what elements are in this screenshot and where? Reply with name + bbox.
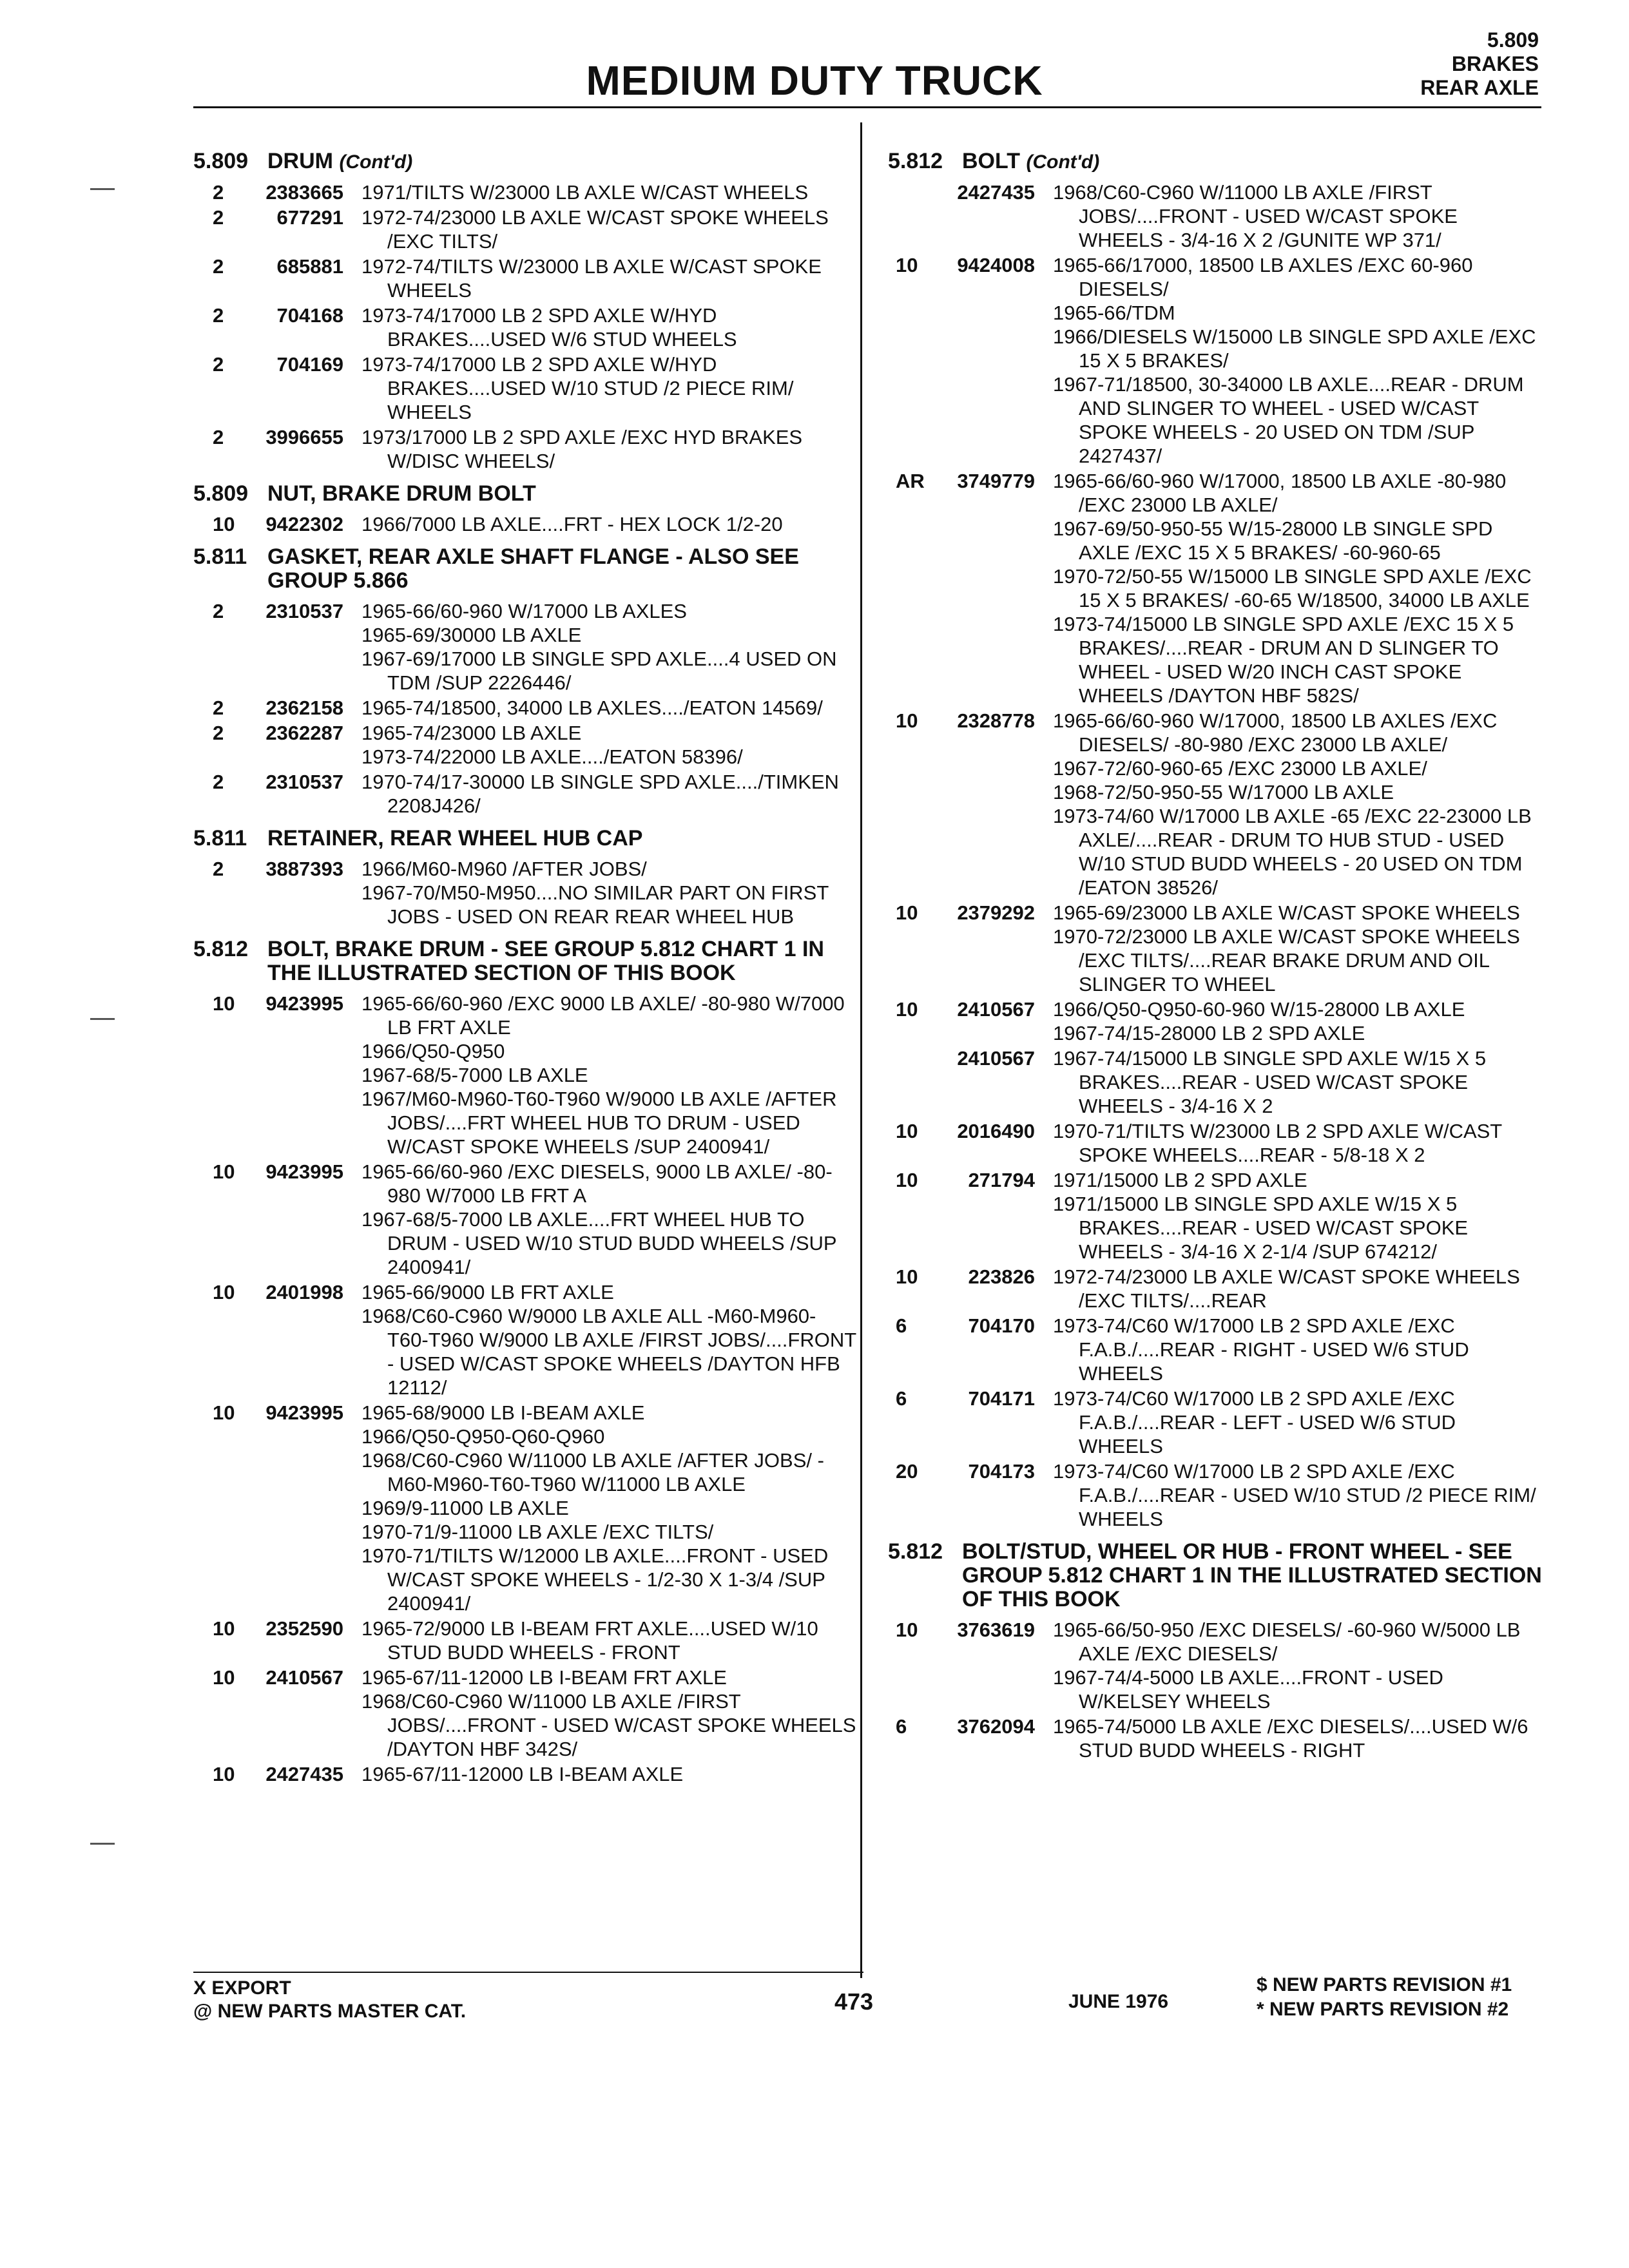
part-number: 9423995 bbox=[265, 1401, 343, 1424]
description-line: 1965-66/17000, 18500 LB AXLES /EXC 60-960 DIESELS/ bbox=[1053, 254, 1473, 300]
description-line: 1965-66/60-960 W/17000, 18500 LB AXLE -80-980 /EXC 23000 LB AXLE/ bbox=[1053, 470, 1507, 516]
part-description bbox=[1053, 253, 1545, 468]
publication-date: JUNE 1976 bbox=[1068, 1991, 1169, 2012]
description-line: 1970-74/17-30000 LB SINGLE SPD AXLE..../TIMKEN 2208J426/ bbox=[361, 771, 839, 817]
part-quantity: 10 bbox=[896, 1619, 918, 1641]
description-line: 1965-74/23000 LB AXLE bbox=[361, 722, 582, 744]
description-line: 1967-68/5-7000 LB AXLE bbox=[361, 1064, 588, 1086]
part-entry bbox=[888, 1715, 1545, 1762]
part-quantity: 2 bbox=[213, 353, 224, 376]
part-entry bbox=[193, 770, 857, 818]
part-entry bbox=[193, 721, 857, 769]
part-quantity: 2 bbox=[213, 304, 224, 327]
column-divider bbox=[860, 122, 862, 1978]
description-line: 1965-69/30000 LB AXLE bbox=[361, 624, 582, 646]
part-entry bbox=[193, 1666, 857, 1761]
part-quantity: 6 bbox=[896, 1715, 907, 1738]
part-description bbox=[1053, 1387, 1545, 1458]
part-number: 704170 bbox=[968, 1314, 1035, 1337]
description-line: 1967-71/18500, 30-34000 LB AXLE....REAR - DRUM AND SLINGER TO WHEEL - USED W/CAST SPOKE WHEELS - 20 USED ON TDM /SUP 2427437/ bbox=[1053, 373, 1524, 467]
part-number: 2310537 bbox=[265, 771, 343, 793]
part-quantity bbox=[888, 1046, 932, 1118]
description-line: 1970-72/23000 LB AXLE W/CAST SPOKE WHEELS /EXC TILTS/....REAR BRAKE DRUM AND OIL SLINGER TO WHEEL bbox=[1053, 925, 1520, 995]
part-number: 9422302 bbox=[265, 513, 343, 535]
description-line: 1970-71/9-11000 LB AXLE /EXC TILTS/ bbox=[361, 1521, 714, 1543]
part-entry bbox=[888, 1618, 1545, 1713]
part-entry bbox=[888, 1265, 1545, 1312]
part-description bbox=[1053, 1168, 1545, 1264]
section-heading bbox=[888, 149, 1545, 174]
description-line: 1967-70/M50-M950....NO SIMILAR PART ON FIRST JOBS - USED ON REAR REAR WHEEL HUB bbox=[361, 881, 829, 928]
section-number: 5.809 bbox=[193, 481, 249, 506]
description-line: 1970-71/TILTS W/12000 LB AXLE....FRONT - USED W/CAST SPOKE WHEELS - 1/2-30 X 1-3/4 /SUP 2400941/ bbox=[361, 1544, 829, 1615]
part-entry bbox=[888, 997, 1545, 1045]
description-line: 1973-74/17000 LB 2 SPD AXLE W/HYD BRAKES....USED W/6 STUD WHEELS bbox=[361, 304, 737, 351]
part-description bbox=[1053, 1265, 1545, 1312]
description-line: 1972-74/23000 LB AXLE W/CAST SPOKE WHEELS /EXC TILTS/....REAR bbox=[1053, 1265, 1520, 1312]
part-description bbox=[361, 721, 857, 769]
part-number: 2016490 bbox=[957, 1120, 1035, 1142]
section-heading bbox=[193, 149, 857, 174]
description-line: 1965-74/5000 LB AXLE /EXC DIESELS/....USED W/6 STUD BUDD WHEELS - RIGHT bbox=[1053, 1715, 1528, 1762]
part-quantity: 10 bbox=[896, 1265, 918, 1288]
section-contd: (Cont'd) bbox=[339, 151, 413, 173]
part-description bbox=[361, 1617, 857, 1664]
part-description bbox=[361, 303, 857, 351]
part-entry bbox=[888, 1119, 1545, 1167]
part-entry bbox=[888, 469, 1545, 707]
part-description bbox=[361, 255, 857, 302]
description-line: 1965-66/50-950 /EXC DIESELS/ -60-960 W/5000 LB AXLE /EXC DIESELS/ bbox=[1053, 1619, 1521, 1665]
part-description bbox=[1053, 1314, 1545, 1385]
description-line: 1967-74/4-5000 LB AXLE....FRONT - USED W/KELSEY WHEELS bbox=[1053, 1666, 1443, 1713]
section-heading bbox=[193, 827, 857, 850]
part-entry bbox=[193, 992, 857, 1158]
part-quantity: 10 bbox=[213, 992, 235, 1015]
description-line: 1967-69/50-950-55 W/15-28000 LB SINGLE SPD AXLE /EXC 15 X 5 BRAKES/ -60-960-65 bbox=[1053, 517, 1493, 564]
part-description bbox=[1053, 1459, 1545, 1531]
section-title: BOLT, BRAKE DRUM - SEE GROUP 5.812 CHART 1 IN THE ILLUSTRATED SECTION OF THIS BOOK bbox=[267, 937, 824, 985]
part-number: 2401998 bbox=[265, 1281, 343, 1303]
part-description bbox=[361, 352, 857, 424]
part-quantity: 2 bbox=[213, 206, 224, 229]
part-number: 223826 bbox=[968, 1265, 1035, 1288]
description-line: 1965-66/TDM bbox=[1053, 302, 1175, 324]
part-description bbox=[1053, 709, 1545, 899]
part-description bbox=[361, 599, 857, 695]
description-line: 1973-74/22000 LB AXLE..../EATON 58396/ bbox=[361, 745, 743, 768]
description-line: 1966/DIESELS W/15000 LB SINGLE SPD AXLE /EXC 15 X 5 BRAKES/ bbox=[1053, 325, 1536, 372]
part-description bbox=[361, 512, 857, 536]
description-line: 1967-69/17000 LB SINGLE SPD AXLE....4 USED ON TDM /SUP 2226446/ bbox=[361, 648, 837, 694]
part-entry bbox=[193, 180, 857, 204]
description-line: 1973-74/C60 W/17000 LB 2 SPD AXLE /EXC F.A.B./....REAR - LEFT - USED W/6 STUD WHEELS bbox=[1053, 1387, 1456, 1457]
part-number: 3762094 bbox=[957, 1715, 1035, 1738]
description-line: 1971/15000 LB 2 SPD AXLE bbox=[1053, 1169, 1307, 1191]
part-number: 3763619 bbox=[957, 1619, 1035, 1641]
description-line: 1968/C60-C960 W/11000 LB AXLE /AFTER JOBS/ -M60-M960-T60-T960 W/11000 LB AXLE bbox=[361, 1449, 824, 1495]
part-number: 677291 bbox=[276, 206, 343, 229]
description-line: 1965-67/11-12000 LB I-BEAM AXLE bbox=[361, 1763, 684, 1785]
section-heading bbox=[193, 482, 857, 506]
description-line: 1965-72/9000 LB I-BEAM FRT AXLE....USED W/10 STUD BUDD WHEELS - FRONT bbox=[361, 1617, 818, 1664]
section-title: RETAINER, REAR WHEEL HUB CAP bbox=[267, 826, 643, 850]
part-number: 9423995 bbox=[265, 1160, 343, 1183]
description-line: 1965-66/60-960 /EXC 9000 LB AXLE/ -80-980 W/7000 LB FRT AXLE bbox=[361, 992, 845, 1039]
part-entry bbox=[193, 1280, 857, 1399]
part-quantity: 2 bbox=[213, 722, 224, 744]
description-line: 1973-74/15000 LB SINGLE SPD AXLE /EXC 15 X 5 BRAKES/....REAR - DRUM AN D SLINGER TO WHEEL - USED W/20 INCH CAST SPOKE WHEELS /DAYTON HBF 582S/ bbox=[1053, 613, 1514, 707]
description-line: 1972-74/TILTS W/23000 LB AXLE W/CAST SPOKE WHEELS bbox=[361, 255, 822, 302]
section-number: 5.809 bbox=[193, 149, 249, 173]
part-quantity: 10 bbox=[213, 1617, 235, 1640]
description-line: 1966/7000 LB AXLE....FRT - HEX LOCK 1/2-20 bbox=[361, 513, 783, 535]
part-description bbox=[1053, 1618, 1545, 1713]
description-line: 1973-74/17000 LB 2 SPD AXLE W/HYD BRAKES....USED W/10 STUD /2 PIECE RIM/ WHEELS bbox=[361, 353, 794, 423]
section-heading bbox=[888, 1540, 1545, 1611]
description-line: 1970-71/TILTS W/23000 LB 2 SPD AXLE W/CAST SPOKE WHEELS....REAR - 5/8-18 X 2 bbox=[1053, 1120, 1502, 1166]
part-entry bbox=[193, 425, 857, 473]
part-entry bbox=[888, 1314, 1545, 1385]
description-line: 1968/C60-C960 W/9000 LB AXLE ALL -M60-M960-T60-T960 W/9000 LB AXLE /FIRST JOBS/....FRONT - USED W/CAST SPOKE WHEELS /DAYTON HFB 12112/ bbox=[361, 1305, 856, 1399]
part-entry bbox=[193, 696, 857, 720]
revision-legend bbox=[1257, 1973, 1512, 2022]
section-title: GASKET, REAR AXLE SHAFT FLANGE - ALSO SEE GROUP 5.866 bbox=[267, 544, 799, 593]
description-line: 1969/9-11000 LB AXLE bbox=[361, 1497, 569, 1519]
section-contd: (Cont'd) bbox=[1026, 151, 1100, 173]
description-line: 1967-74/15-28000 LB 2 SPD AXLE bbox=[1053, 1022, 1365, 1044]
section-category: BRAKES bbox=[1451, 52, 1539, 75]
part-quantity: 10 bbox=[213, 1763, 235, 1785]
part-entry bbox=[888, 1046, 1545, 1118]
section-subcategory: REAR AXLE bbox=[1420, 76, 1539, 99]
description-line: 1965-66/60-960 /EXC DIESELS, 9000 LB AXLE/ -80-980 W/7000 LB FRT A bbox=[361, 1160, 833, 1207]
section-title: BOLT/STUD, WHEEL OR HUB - FRONT WHEEL - SEE GROUP 5.812 CHART 1 IN THE ILLUSTRATED SECTION OF THIS BOOK bbox=[962, 1539, 1542, 1611]
part-number: 704169 bbox=[276, 353, 343, 376]
part-entry bbox=[193, 352, 857, 424]
part-quantity: 10 bbox=[896, 998, 918, 1021]
part-description bbox=[1053, 1715, 1545, 1762]
section-heading bbox=[193, 937, 857, 985]
part-description bbox=[361, 770, 857, 818]
part-entry bbox=[193, 303, 857, 351]
part-description bbox=[361, 180, 857, 204]
description-line: 1968/C60-C960 W/11000 LB AXLE /FIRST JOBS/....FRONT - USED W/CAST SPOKE WHEELS - 3/4-16 X 2 /GUNITE WP 371/ bbox=[1053, 181, 1458, 251]
part-number: 2362158 bbox=[265, 697, 343, 719]
part-description bbox=[1053, 997, 1545, 1045]
description-line: 1966/Q50-Q950-60-960 W/15-28000 LB AXLE bbox=[1053, 998, 1465, 1021]
part-quantity: 10 bbox=[896, 254, 918, 276]
part-number: 2379292 bbox=[957, 901, 1035, 924]
part-number: 685881 bbox=[276, 255, 343, 278]
description-line: 1966/M60-M960 /AFTER JOBS/ bbox=[361, 858, 647, 880]
description-line: 1968/C60-C960 W/11000 LB AXLE /FIRST JOBS/....FRONT - USED W/CAST SPOKE WHEELS /DAYTON HBF 342S/ bbox=[361, 1690, 856, 1760]
description-line: 1965-67/11-12000 LB I-BEAM FRT AXLE bbox=[361, 1666, 727, 1689]
part-description bbox=[1053, 180, 1545, 252]
part-entry bbox=[193, 206, 857, 253]
part-entry bbox=[888, 180, 1545, 252]
description-line: 1965-66/60-960 W/17000 LB AXLES bbox=[361, 600, 687, 622]
part-entry bbox=[193, 857, 857, 928]
description-line: 1966/Q50-Q950-Q60-Q960 bbox=[361, 1425, 605, 1448]
part-number: 271794 bbox=[968, 1169, 1035, 1191]
part-entry bbox=[193, 1762, 857, 1786]
part-number: 2410567 bbox=[957, 998, 1035, 1021]
part-entry bbox=[193, 255, 857, 302]
page-title: MEDIUM DUTY TRUCK bbox=[586, 57, 1043, 104]
part-description bbox=[361, 696, 857, 720]
description-line: 1970-72/50-55 W/15000 LB SINGLE SPD AXLE /EXC 15 X 5 BRAKES/ -60-65 W/18500, 34000 LB AXLE bbox=[1053, 565, 1532, 611]
description-line: 1965-66/60-960 W/17000, 18500 LB AXLES /EXC DIESELS/ -80-980 /EXC 23000 LB AXLE/ bbox=[1053, 709, 1498, 756]
section-header bbox=[1420, 28, 1539, 100]
part-number: 704171 bbox=[968, 1387, 1035, 1410]
part-description bbox=[1053, 469, 1545, 707]
revision-2-note: * NEW PARTS REVISION #2 bbox=[1257, 1999, 1509, 2020]
part-entry bbox=[193, 1160, 857, 1279]
description-line: 1967-74/15000 LB SINGLE SPD AXLE W/15 X 5 BRAKES....REAR - USED W/CAST SPOKE WHEELS - 3/4-16 X 2 bbox=[1053, 1047, 1487, 1117]
part-description bbox=[361, 1160, 857, 1279]
section-title: DRUM bbox=[267, 149, 333, 173]
part-number: 9424008 bbox=[957, 254, 1035, 276]
part-entry bbox=[888, 1387, 1545, 1458]
part-quantity: 10 bbox=[896, 1169, 918, 1191]
description-line: 1966/Q50-Q950 bbox=[361, 1040, 505, 1062]
export-note: X EXPORT bbox=[193, 1977, 291, 1999]
part-number: 2427435 bbox=[957, 181, 1035, 204]
part-description bbox=[361, 857, 857, 928]
section-number: 5.812 bbox=[888, 1539, 943, 1564]
description-line: 1973-74/C60 W/17000 LB 2 SPD AXLE /EXC F.A.B./....REAR - RIGHT - USED W/6 STUD WHEELS bbox=[1053, 1314, 1469, 1385]
part-quantity: 2 bbox=[213, 181, 224, 204]
footer-rule bbox=[193, 1972, 863, 1973]
part-number: 3749779 bbox=[957, 470, 1035, 492]
part-number: 3887393 bbox=[265, 858, 343, 880]
part-quantity: 10 bbox=[213, 1160, 235, 1183]
part-number: 2352590 bbox=[265, 1617, 343, 1640]
part-quantity: 2 bbox=[213, 771, 224, 793]
description-line: 1967-72/60-960-65 /EXC 23000 LB AXLE/ bbox=[1053, 757, 1427, 780]
part-entry bbox=[193, 599, 857, 695]
part-quantity: 2 bbox=[213, 426, 224, 448]
margin-mark bbox=[90, 188, 115, 190]
part-quantity: 10 bbox=[213, 513, 235, 535]
section-heading bbox=[193, 545, 857, 593]
part-number: 3996655 bbox=[265, 426, 343, 448]
description-line: 1965-68/9000 LB I-BEAM AXLE bbox=[361, 1401, 645, 1424]
part-description bbox=[361, 1401, 857, 1615]
part-description bbox=[1053, 1119, 1545, 1167]
part-description bbox=[1053, 901, 1545, 996]
description-line: 1965-74/18500, 34000 LB AXLES..../EATON 14569/ bbox=[361, 697, 823, 719]
description-line: 1972-74/23000 LB AXLE W/CAST SPOKE WHEELS /EXC TILTS/ bbox=[361, 206, 829, 253]
part-number: 2328778 bbox=[957, 709, 1035, 732]
part-quantity: 10 bbox=[896, 709, 918, 732]
part-quantity: 10 bbox=[213, 1401, 235, 1424]
section-number: 5.812 bbox=[888, 149, 943, 173]
description-line: 1965-69/23000 LB AXLE W/CAST SPOKE WHEELS bbox=[1053, 901, 1520, 924]
part-description bbox=[361, 425, 857, 473]
part-quantity: 10 bbox=[213, 1281, 235, 1303]
left-column bbox=[193, 149, 857, 1787]
part-entry bbox=[888, 901, 1545, 996]
margin-mark bbox=[90, 1018, 115, 1020]
part-entry bbox=[888, 1459, 1545, 1531]
part-quantity bbox=[888, 180, 932, 252]
part-description bbox=[361, 992, 857, 1158]
part-description bbox=[361, 1280, 857, 1399]
part-description bbox=[1053, 1046, 1545, 1118]
part-number: 2383665 bbox=[265, 181, 343, 204]
part-number: 2410567 bbox=[265, 1666, 343, 1689]
part-entry bbox=[193, 1617, 857, 1664]
part-entry bbox=[888, 1168, 1545, 1264]
part-entry bbox=[193, 1401, 857, 1615]
master-note: @ NEW PARTS MASTER CAT. bbox=[193, 2001, 467, 2022]
part-entry bbox=[888, 253, 1545, 468]
section-number: 5.811 bbox=[193, 544, 247, 569]
section-title: BOLT bbox=[962, 149, 1021, 173]
footer-legend bbox=[193, 1977, 466, 2023]
part-quantity: 10 bbox=[896, 901, 918, 924]
part-description bbox=[361, 1762, 857, 1786]
description-line: 1971/15000 LB SINGLE SPD AXLE W/15 X 5 BRAKES....REAR - USED W/CAST SPOKE WHEELS - 3/4-16 X 2-1/4 /SUP 674212/ bbox=[1053, 1193, 1469, 1263]
description-line: 1967/M60-M960-T60-T960 W/9000 LB AXLE /AFTER JOBS/....FRT WHEEL HUB TO DRUM - USED W/CAST SPOKE WHEELS /SUP 2400941/ bbox=[361, 1088, 837, 1158]
part-quantity: 2 bbox=[213, 255, 224, 278]
section-title: NUT, BRAKE DRUM BOLT bbox=[267, 481, 536, 506]
part-quantity: AR bbox=[896, 470, 925, 492]
description-line: 1973-74/C60 W/17000 LB 2 SPD AXLE /EXC F.A.B./....REAR - USED W/10 STUD /2 PIECE RIM/ WHEELS bbox=[1053, 1460, 1536, 1530]
part-number: 704173 bbox=[968, 1460, 1035, 1483]
part-quantity: 2 bbox=[213, 697, 224, 719]
description-line: 1973-74/60 W/17000 LB AXLE -65 /EXC 22-23000 LB AXLE/....REAR - DRUM TO HUB STUD - USED W/10 STUD BUDD WHEELS - 20 USED ON TDM /EATON 38526/ bbox=[1053, 805, 1532, 899]
section-number: 5.809 bbox=[1487, 28, 1539, 52]
part-entry bbox=[888, 709, 1545, 899]
part-entry bbox=[193, 512, 857, 536]
part-number: 2427435 bbox=[265, 1763, 343, 1785]
header-rule bbox=[193, 106, 1541, 108]
part-number: 2410567 bbox=[957, 1047, 1035, 1070]
margin-mark bbox=[90, 1843, 115, 1845]
part-quantity: 6 bbox=[896, 1387, 907, 1410]
part-number: 2310537 bbox=[265, 600, 343, 622]
part-quantity: 6 bbox=[896, 1314, 907, 1337]
part-number: 2362287 bbox=[265, 722, 343, 744]
part-quantity: 10 bbox=[213, 1666, 235, 1689]
part-quantity: 2 bbox=[213, 600, 224, 622]
part-number: 704168 bbox=[276, 304, 343, 327]
section-number: 5.812 bbox=[193, 937, 249, 961]
part-description bbox=[361, 206, 857, 253]
part-quantity: 2 bbox=[213, 858, 224, 880]
part-quantity: 20 bbox=[896, 1460, 918, 1483]
description-line: 1965-66/9000 LB FRT AXLE bbox=[361, 1281, 614, 1303]
right-column bbox=[888, 149, 1545, 1763]
description-line: 1971/TILTS W/23000 LB AXLE W/CAST WHEELS bbox=[361, 181, 809, 204]
revision-1-note: $ NEW PARTS REVISION #1 bbox=[1257, 1974, 1512, 1995]
description-line: 1968-72/50-950-55 W/17000 LB AXLE bbox=[1053, 781, 1394, 803]
page-number: 473 bbox=[834, 1988, 874, 2015]
description-line: 1973/17000 LB 2 SPD AXLE /EXC HYD BRAKES W/DISC WHEELS/ bbox=[361, 426, 803, 472]
part-number: 9423995 bbox=[265, 992, 343, 1015]
description-line: 1967-68/5-7000 LB AXLE....FRT WHEEL HUB TO DRUM - USED W/10 STUD BUDD WHEELS /SUP 2400941/ bbox=[361, 1208, 837, 1278]
part-quantity: 10 bbox=[896, 1120, 918, 1142]
part-description bbox=[361, 1666, 857, 1761]
section-number: 5.811 bbox=[193, 826, 247, 850]
